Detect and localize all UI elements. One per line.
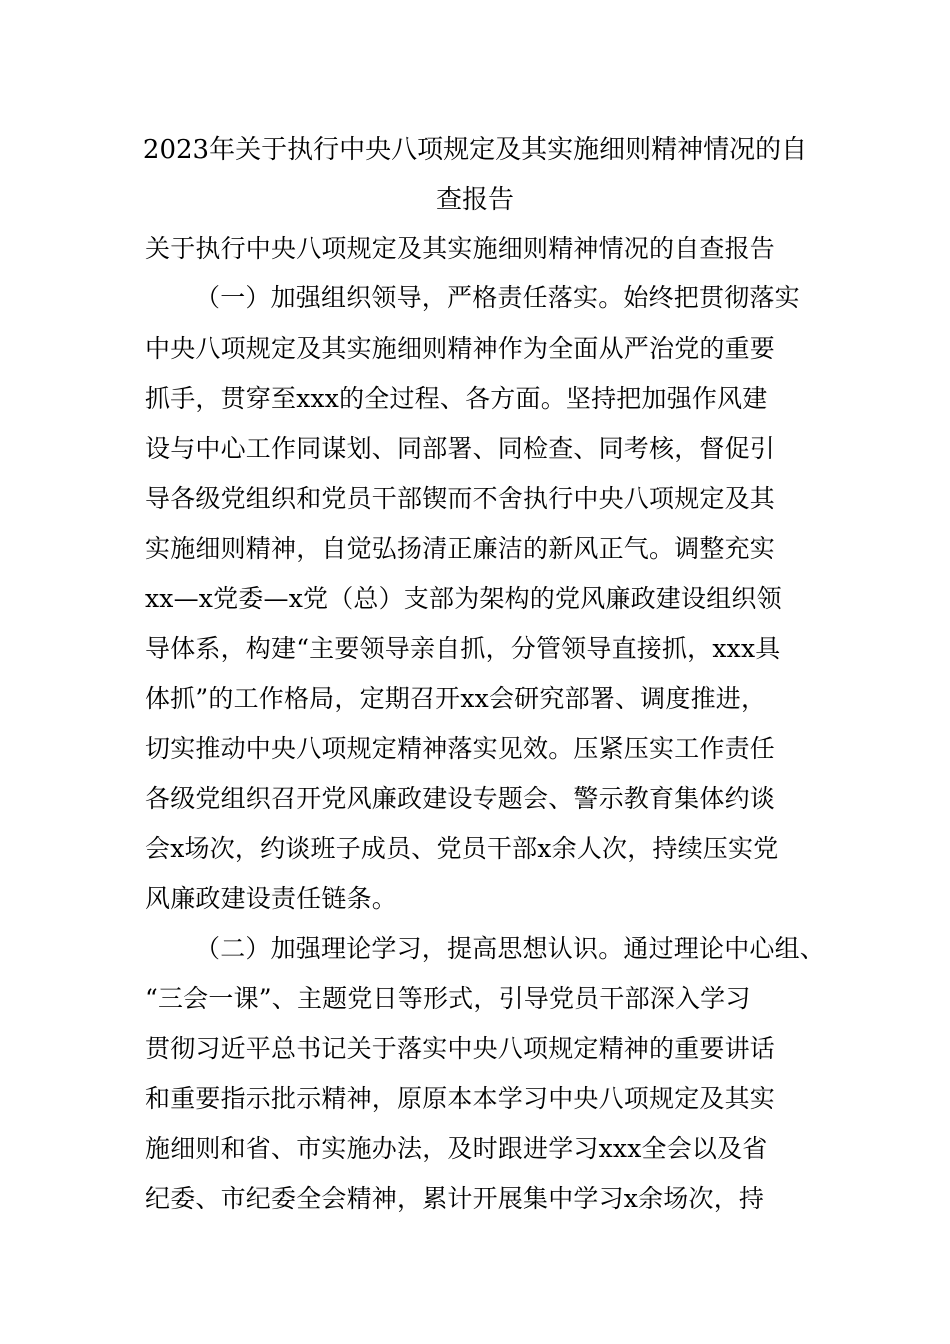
paragraph-line: （二）加强理论学习，提高思想认识。通过理论中心组、 [195, 934, 826, 963]
paragraph-line: 切实推动中央八项规定精神落实见效。压紧压实工作责任 [145, 734, 776, 763]
paragraph-line: 体抓”的工作格局，定期召开xx会研究部署、调度推进， [145, 684, 767, 713]
paragraph-line: 会x场次，约谈班子成员、党员干部x余人次，持续压实党 [145, 834, 779, 863]
paragraph-line: “三会一课”、主题党日等形式，引导党员干部深入学习 [145, 984, 751, 1013]
paragraph-line: 风廉政建设责任链条。 [145, 884, 398, 913]
paragraph-line: （一）加强组织领导，严格责任落实。始终把贯彻落实 [195, 283, 800, 312]
document-title-line-1: 2023年关于执行中央八项规定及其实施细则精神情况的自 [142, 135, 808, 165]
paragraph-line: xx—x党委—x党（总）支部为架构的党风廉政建设组织领 [145, 584, 782, 613]
paragraph-line: 设与中心工作同谋划、同部署、同检查、同考核，督促引 [145, 434, 776, 463]
paragraph-line: 施细则和省、市实施办法，及时跟进学习xxx全会以及省 [145, 1134, 768, 1163]
paragraph-line: 导体系，构建“主要领导亲自抓，分管领导直接抓，xxx具 [145, 634, 781, 663]
paragraph-line: 导各级党组织和党员干部锲而不舍执行中央八项规定及其 [145, 484, 776, 513]
paragraph-line: 各级党组织召开党风廉政建设专题会、警示教育集体约谈 [145, 784, 776, 813]
document-title-line-2: 查报告 [435, 185, 514, 215]
paragraph-line: 贯彻习近平总书记关于落实中央八项规定精神的重要讲话 [145, 1034, 776, 1063]
paragraph-line: 纪委、市纪委全会精神，累计开展集中学习x余场次，持 [145, 1184, 765, 1213]
paragraph-line: 和重要指示批示精神，原原本本学习中央八项规定及其实 [145, 1084, 776, 1113]
paragraph-line: 实施细则精神，自觉弘扬清正廉洁的新风正气。调整充实 [145, 534, 776, 563]
document-subtitle: 关于执行中央八项规定及其实施细则精神情况的自查报告 [145, 234, 776, 263]
paragraph-line: 中央八项规定及其实施细则精神作为全面从严治党的重要 [145, 334, 776, 363]
paragraph-line: 抓手，贯穿至xxx的全过程、各方面。坚持把加强作风建 [145, 384, 768, 413]
